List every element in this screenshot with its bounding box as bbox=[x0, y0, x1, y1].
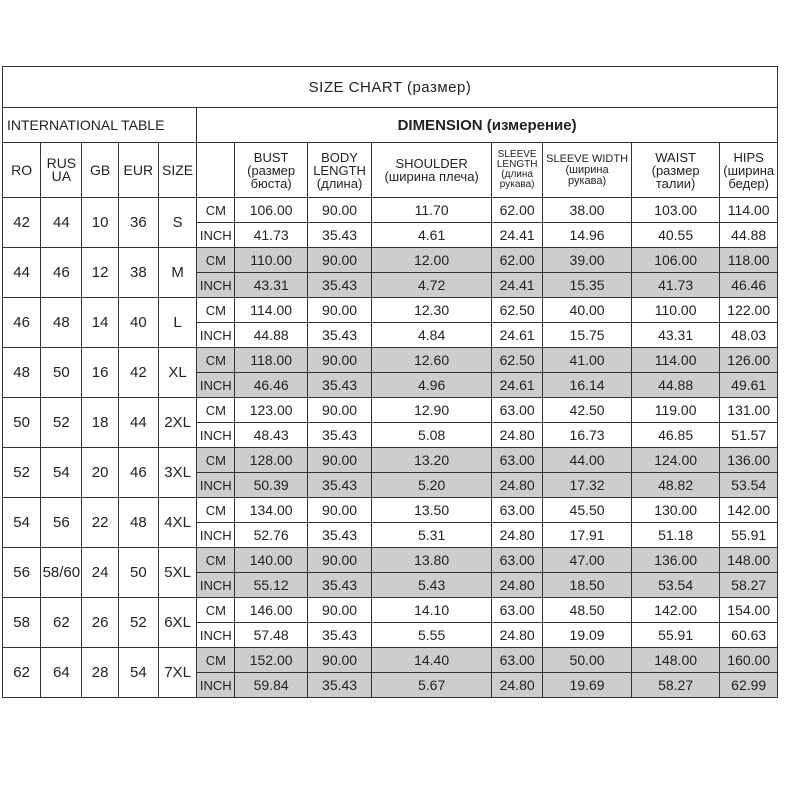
unit-label: CM bbox=[197, 498, 235, 523]
hips-value: 160.00 bbox=[720, 648, 778, 673]
waist-value: 43.31 bbox=[631, 323, 720, 348]
shoulder-value: 13.50 bbox=[372, 498, 492, 523]
size-gb: 20 bbox=[82, 448, 118, 498]
unit-label: CM bbox=[197, 248, 235, 273]
header-sleeve-length: SLEEVE LENGTH (длина рукава) bbox=[491, 143, 542, 198]
size-rus-ua: 48 bbox=[41, 298, 82, 348]
size-label: 7XL bbox=[158, 648, 196, 698]
sleeve-width-value: 19.09 bbox=[543, 623, 632, 648]
unit-label: CM bbox=[197, 198, 235, 223]
shoulder-value: 5.43 bbox=[372, 573, 492, 598]
sleeve-width-value: 42.50 bbox=[543, 398, 632, 423]
shoulder-value: 4.96 bbox=[372, 373, 492, 398]
size-label: XL bbox=[158, 348, 196, 398]
column-header-row bbox=[3, 143, 778, 198]
body-length-value: 35.43 bbox=[307, 423, 371, 448]
table-row bbox=[3, 298, 778, 323]
unit-label: INCH bbox=[197, 273, 235, 298]
size-label: 4XL bbox=[158, 498, 196, 548]
size-gb: 22 bbox=[82, 498, 118, 548]
bust-value: 123.00 bbox=[235, 398, 307, 423]
body-length-value: 35.43 bbox=[307, 673, 371, 698]
shoulder-value: 13.80 bbox=[372, 548, 492, 573]
sleeve-length-value: 24.80 bbox=[491, 623, 542, 648]
size-eur: 50 bbox=[118, 548, 158, 598]
hips-value: 44.88 bbox=[720, 223, 778, 248]
header-waist: WAIST (размер талии) bbox=[631, 143, 720, 198]
size-gb: 26 bbox=[82, 598, 118, 648]
size-ro: 48 bbox=[3, 348, 41, 398]
size-chart-table bbox=[2, 66, 778, 698]
waist-value: 124.00 bbox=[631, 448, 720, 473]
waist-value: 103.00 bbox=[631, 198, 720, 223]
shoulder-value: 11.70 bbox=[372, 198, 492, 223]
table-row bbox=[3, 448, 778, 473]
shoulder-value: 5.08 bbox=[372, 423, 492, 448]
bust-value: 52.76 bbox=[235, 523, 307, 548]
size-rus-ua: 44 bbox=[41, 198, 82, 248]
hips-value: 126.00 bbox=[720, 348, 778, 373]
sleeve-length-value: 62.00 bbox=[491, 248, 542, 273]
table-row bbox=[3, 198, 778, 223]
unit-label: CM bbox=[197, 298, 235, 323]
body-length-value: 35.43 bbox=[307, 323, 371, 348]
bust-value: 146.00 bbox=[235, 598, 307, 623]
hips-value: 49.61 bbox=[720, 373, 778, 398]
header-ro: RO bbox=[3, 143, 41, 198]
shoulder-value: 13.20 bbox=[372, 448, 492, 473]
body-length-value: 35.43 bbox=[307, 373, 371, 398]
table-row bbox=[3, 548, 778, 573]
sleeve-width-value: 41.00 bbox=[543, 348, 632, 373]
shoulder-value: 4.72 bbox=[372, 273, 492, 298]
waist-value: 51.18 bbox=[631, 523, 720, 548]
header-gb: GB bbox=[82, 143, 118, 198]
shoulder-value: 14.10 bbox=[372, 598, 492, 623]
sleeve-length-value: 24.80 bbox=[491, 573, 542, 598]
header-unit bbox=[197, 143, 235, 198]
shoulder-value: 5.20 bbox=[372, 473, 492, 498]
sleeve-length-value: 24.41 bbox=[491, 223, 542, 248]
body-length-value: 90.00 bbox=[307, 548, 371, 573]
body-length-value: 90.00 bbox=[307, 398, 371, 423]
hips-value: 48.03 bbox=[720, 323, 778, 348]
hips-value: 114.00 bbox=[720, 198, 778, 223]
hips-value: 60.63 bbox=[720, 623, 778, 648]
hips-value: 154.00 bbox=[720, 598, 778, 623]
sleeve-length-value: 24.61 bbox=[491, 323, 542, 348]
body-length-value: 90.00 bbox=[307, 298, 371, 323]
sleeve-width-value: 18.50 bbox=[543, 573, 632, 598]
size-gb: 24 bbox=[82, 548, 118, 598]
size-label: S bbox=[158, 198, 196, 248]
bust-value: 106.00 bbox=[235, 198, 307, 223]
hips-value: 136.00 bbox=[720, 448, 778, 473]
waist-value: 142.00 bbox=[631, 598, 720, 623]
hips-value: 58.27 bbox=[720, 573, 778, 598]
sleeve-length-value: 62.50 bbox=[491, 348, 542, 373]
hips-value: 46.46 bbox=[720, 273, 778, 298]
size-label: 6XL bbox=[158, 598, 196, 648]
body-length-value: 35.43 bbox=[307, 473, 371, 498]
sleeve-length-value: 62.50 bbox=[491, 298, 542, 323]
size-eur: 40 bbox=[118, 298, 158, 348]
sleeve-length-value: 62.00 bbox=[491, 198, 542, 223]
bust-value: 50.39 bbox=[235, 473, 307, 498]
hips-value: 62.99 bbox=[720, 673, 778, 698]
waist-value: 114.00 bbox=[631, 348, 720, 373]
bust-value: 46.46 bbox=[235, 373, 307, 398]
size-ro: 56 bbox=[3, 548, 41, 598]
unit-label: INCH bbox=[197, 623, 235, 648]
waist-value: 130.00 bbox=[631, 498, 720, 523]
size-eur: 38 bbox=[118, 248, 158, 298]
size-eur: 48 bbox=[118, 498, 158, 548]
size-ro: 54 bbox=[3, 498, 41, 548]
header-rus-ua: RUS UA bbox=[41, 143, 82, 198]
waist-value: 136.00 bbox=[631, 548, 720, 573]
header-shoulder: SHOULDER (ширина плеча) bbox=[372, 143, 492, 198]
size-chart bbox=[2, 66, 778, 746]
header-hips: HIPS (ширина бедер) bbox=[720, 143, 778, 198]
sleeve-length-value: 24.41 bbox=[491, 273, 542, 298]
shoulder-value: 12.30 bbox=[372, 298, 492, 323]
bust-value: 140.00 bbox=[235, 548, 307, 573]
table-row bbox=[3, 648, 778, 673]
header-size: SIZE bbox=[158, 143, 196, 198]
size-rus-ua: 62 bbox=[41, 598, 82, 648]
bust-value: 43.31 bbox=[235, 273, 307, 298]
sleeve-width-value: 45.50 bbox=[543, 498, 632, 523]
size-label: 5XL bbox=[158, 548, 196, 598]
sleeve-length-value: 24.80 bbox=[491, 473, 542, 498]
unit-label: INCH bbox=[197, 573, 235, 598]
size-rus-ua: 56 bbox=[41, 498, 82, 548]
waist-value: 41.73 bbox=[631, 273, 720, 298]
shoulder-value: 5.55 bbox=[372, 623, 492, 648]
sleeve-width-value: 17.91 bbox=[543, 523, 632, 548]
bust-value: 128.00 bbox=[235, 448, 307, 473]
unit-label: INCH bbox=[197, 223, 235, 248]
sleeve-length-value: 63.00 bbox=[491, 448, 542, 473]
size-gb: 14 bbox=[82, 298, 118, 348]
unit-label: INCH bbox=[197, 523, 235, 548]
body-length-value: 90.00 bbox=[307, 198, 371, 223]
waist-value: 119.00 bbox=[631, 398, 720, 423]
body-length-value: 35.43 bbox=[307, 573, 371, 598]
waist-value: 55.91 bbox=[631, 623, 720, 648]
sleeve-length-value: 63.00 bbox=[491, 548, 542, 573]
sleeve-length-value: 24.61 bbox=[491, 373, 542, 398]
body-length-value: 90.00 bbox=[307, 648, 371, 673]
body-length-value: 35.43 bbox=[307, 223, 371, 248]
size-ro: 62 bbox=[3, 648, 41, 698]
unit-label: INCH bbox=[197, 323, 235, 348]
unit-label: CM bbox=[197, 648, 235, 673]
size-ro: 46 bbox=[3, 298, 41, 348]
international-table-label: INTERNATIONAL TABLE bbox=[3, 108, 197, 143]
size-eur: 44 bbox=[118, 398, 158, 448]
size-ro: 42 bbox=[3, 198, 41, 248]
sleeve-width-value: 15.35 bbox=[543, 273, 632, 298]
body-length-value: 90.00 bbox=[307, 598, 371, 623]
sleeve-width-value: 16.14 bbox=[543, 373, 632, 398]
hips-value: 122.00 bbox=[720, 298, 778, 323]
sleeve-length-value: 63.00 bbox=[491, 598, 542, 623]
sleeve-width-value: 39.00 bbox=[543, 248, 632, 273]
sleeve-length-value: 24.80 bbox=[491, 423, 542, 448]
bust-value: 55.12 bbox=[235, 573, 307, 598]
sleeve-length-value: 24.80 bbox=[491, 523, 542, 548]
shoulder-value: 4.84 bbox=[372, 323, 492, 348]
body-length-value: 90.00 bbox=[307, 498, 371, 523]
shoulder-value: 5.67 bbox=[372, 673, 492, 698]
size-label: L bbox=[158, 298, 196, 348]
bust-value: 48.43 bbox=[235, 423, 307, 448]
dimension-label: DIMENSION (измерение) bbox=[197, 108, 778, 143]
body-length-value: 35.43 bbox=[307, 523, 371, 548]
header-body-length: BODY LENGTH (длина) bbox=[307, 143, 371, 198]
size-gb: 16 bbox=[82, 348, 118, 398]
size-label: 2XL bbox=[158, 398, 196, 448]
shoulder-value: 12.00 bbox=[372, 248, 492, 273]
unit-label: INCH bbox=[197, 423, 235, 448]
size-eur: 36 bbox=[118, 198, 158, 248]
size-eur: 42 bbox=[118, 348, 158, 398]
header-eur: EUR bbox=[118, 143, 158, 198]
unit-label: INCH bbox=[197, 473, 235, 498]
shoulder-value: 5.31 bbox=[372, 523, 492, 548]
sleeve-width-value: 14.96 bbox=[543, 223, 632, 248]
size-eur: 46 bbox=[118, 448, 158, 498]
waist-value: 106.00 bbox=[631, 248, 720, 273]
body-length-value: 90.00 bbox=[307, 448, 371, 473]
hips-value: 118.00 bbox=[720, 248, 778, 273]
table-row bbox=[3, 248, 778, 273]
shoulder-value: 4.61 bbox=[372, 223, 492, 248]
unit-label: CM bbox=[197, 348, 235, 373]
hips-value: 148.00 bbox=[720, 548, 778, 573]
size-label: 3XL bbox=[158, 448, 196, 498]
table-row bbox=[3, 498, 778, 523]
sleeve-width-value: 40.00 bbox=[543, 298, 632, 323]
size-gb: 18 bbox=[82, 398, 118, 448]
sleeve-width-value: 48.50 bbox=[543, 598, 632, 623]
size-ro: 58 bbox=[3, 598, 41, 648]
size-gb: 10 bbox=[82, 198, 118, 248]
hips-value: 53.54 bbox=[720, 473, 778, 498]
unit-label: CM bbox=[197, 548, 235, 573]
hips-value: 51.57 bbox=[720, 423, 778, 448]
waist-value: 40.55 bbox=[631, 223, 720, 248]
sleeve-length-value: 63.00 bbox=[491, 398, 542, 423]
hips-value: 55.91 bbox=[720, 523, 778, 548]
waist-value: 148.00 bbox=[631, 648, 720, 673]
waist-value: 44.88 bbox=[631, 373, 720, 398]
table-row bbox=[3, 598, 778, 623]
body-length-value: 90.00 bbox=[307, 348, 371, 373]
size-label: M bbox=[158, 248, 196, 298]
size-rus-ua: 64 bbox=[41, 648, 82, 698]
hips-value: 142.00 bbox=[720, 498, 778, 523]
unit-label: CM bbox=[197, 598, 235, 623]
size-rus-ua: 52 bbox=[41, 398, 82, 448]
waist-value: 48.82 bbox=[631, 473, 720, 498]
bust-value: 114.00 bbox=[235, 298, 307, 323]
sleeve-width-value: 16.73 bbox=[543, 423, 632, 448]
size-rus-ua: 58/60 bbox=[41, 548, 82, 598]
sleeve-width-value: 17.32 bbox=[543, 473, 632, 498]
bust-value: 152.00 bbox=[235, 648, 307, 673]
sleeve-width-value: 19.69 bbox=[543, 673, 632, 698]
sleeve-width-value: 15.75 bbox=[543, 323, 632, 348]
unit-label: INCH bbox=[197, 373, 235, 398]
sleeve-width-value: 47.00 bbox=[543, 548, 632, 573]
bust-value: 110.00 bbox=[235, 248, 307, 273]
size-eur: 52 bbox=[118, 598, 158, 648]
bust-value: 134.00 bbox=[235, 498, 307, 523]
size-ro: 50 bbox=[3, 398, 41, 448]
body-length-value: 35.43 bbox=[307, 273, 371, 298]
table-row bbox=[3, 398, 778, 423]
waist-value: 110.00 bbox=[631, 298, 720, 323]
unit-label: CM bbox=[197, 398, 235, 423]
size-eur: 54 bbox=[118, 648, 158, 698]
size-ro: 44 bbox=[3, 248, 41, 298]
bust-value: 44.88 bbox=[235, 323, 307, 348]
size-ro: 52 bbox=[3, 448, 41, 498]
chart-title: SIZE CHART (размер) bbox=[3, 67, 778, 108]
waist-value: 58.27 bbox=[631, 673, 720, 698]
bust-value: 57.48 bbox=[235, 623, 307, 648]
sleeve-length-value: 24.80 bbox=[491, 673, 542, 698]
shoulder-value: 14.40 bbox=[372, 648, 492, 673]
waist-value: 46.85 bbox=[631, 423, 720, 448]
shoulder-value: 12.60 bbox=[372, 348, 492, 373]
sleeve-width-value: 44.00 bbox=[543, 448, 632, 473]
body-length-value: 35.43 bbox=[307, 623, 371, 648]
size-rus-ua: 46 bbox=[41, 248, 82, 298]
hips-value: 131.00 bbox=[720, 398, 778, 423]
unit-label: CM bbox=[197, 448, 235, 473]
size-gb: 12 bbox=[82, 248, 118, 298]
shoulder-value: 12.90 bbox=[372, 398, 492, 423]
bust-value: 41.73 bbox=[235, 223, 307, 248]
sleeve-length-value: 63.00 bbox=[491, 648, 542, 673]
sleeve-length-value: 63.00 bbox=[491, 498, 542, 523]
unit-label: INCH bbox=[197, 673, 235, 698]
body-length-value: 90.00 bbox=[307, 248, 371, 273]
size-gb: 28 bbox=[82, 648, 118, 698]
sleeve-width-value: 50.00 bbox=[543, 648, 632, 673]
size-rus-ua: 54 bbox=[41, 448, 82, 498]
table-row bbox=[3, 348, 778, 373]
bust-value: 118.00 bbox=[235, 348, 307, 373]
bust-value: 59.84 bbox=[235, 673, 307, 698]
sleeve-width-value: 38.00 bbox=[543, 198, 632, 223]
header-sleeve-width: SLEEVE WIDTH (ширина рукава) bbox=[543, 143, 632, 198]
waist-value: 53.54 bbox=[631, 573, 720, 598]
size-rus-ua: 50 bbox=[41, 348, 82, 398]
header-bust: BUST (размер бюста) bbox=[235, 143, 307, 198]
